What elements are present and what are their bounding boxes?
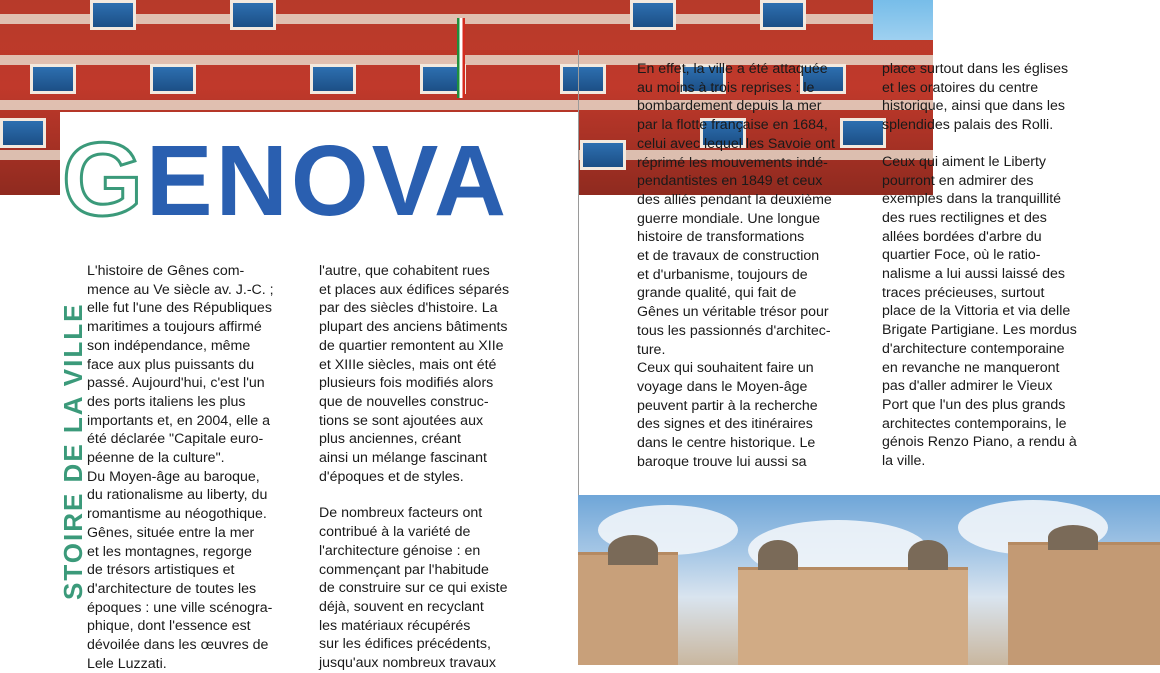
title-rest: ENOVA xyxy=(145,125,510,237)
article-column-3 xyxy=(637,60,867,471)
paragraph: De nombreux facteurs ont contribué à la variété de l'architecture génoise : en commençant par l'habitude de construire sur ce qui existe déjà, souvent en recyclant les matériaux récupérés sur les édifices précédents, jusqu'aux nombreux travaux xyxy=(319,505,508,672)
paragraph: Du Moyen-âge au baroque, du rationalisme au liberty, du romantisme au néogothique. Gênes, située entre la mer et les montagnes, regorge de trésors artistiques et d'architecture de toutes les époques : une ville scénogra- phique, dont l'essence est dévoilée dans les œuvres de Lele Luzzati. xyxy=(87,468,273,672)
column-divider xyxy=(578,50,579,495)
article-column-2 xyxy=(319,262,544,673)
paragraph: En effet, la ville a été attaquée au moins à trois reprises : le bombardement depuis la mer par la flotte française en 1684, celui avec lequel les Savoie ont réprimé les mouvements indé- pendantistes en 1849 et ceux des alliés pendant la deuxième guerre mondiale. Une longue histoire de transformations et de travaux de construction et d'urbanisme, toujours de grande qualité, qui fait de Gênes un véritable trésor pour tous les passionnés d'architec- ture. xyxy=(637,61,835,358)
piazza-buildings-photo xyxy=(578,495,1160,665)
italian-flag xyxy=(457,18,465,98)
article-column-4 xyxy=(882,60,1112,471)
paragraph: Ceux qui souhaitent faire un voyage dans le Moyen-âge peuvent partir à la recherche des signes et des itinéraires dans le centre historique. Le baroque trouve lui aussi sa xyxy=(637,360,818,470)
paragraph: L'histoire de Gênes com- mence au Ve siècle av. J.-C. ; elle fut l'une des Républiques maritimes a toujours affirmé son indépendance, même face aux plus puissants du passé. Aujourd'hui, c'est l'un des ports italiens les plus importants et, en 2004, elle a été déclarée "Capitale euro- péenne de la culture". xyxy=(87,263,274,467)
page-title xyxy=(62,122,510,238)
paragraph: l'autre, que cohabitent rues et places aux édifices séparés par des siècles d'histoire. La plupart des anciens bâtiments de quartier remontent au XIIe et XIIIe siècles, mais ont été plusieurs fois modifiés alors que de nouvelles construc- tions se sont ajoutées aux plus anciennes, créant ainsi un mélange fascinant d'époques et de styles. xyxy=(319,263,510,485)
paragraph: Ceux qui aiment le Liberty pourront en admirer des exemples dans la tranquillité des rues rectilignes et des allées bordées d'arbre du quartier Foce, où le ratio- nalisme a lui aussi laissé des traces précieuses, surtout place de la Vittoria et via delle Brigate Partigiane. Les mordus d'architecture contemporaine en revanche ne manqueront pas d'aller admirer le Vieux Port que l'un des plus grands architectes contemporains, le génois Renzo Piano, a rendu à la ville. xyxy=(882,153,1077,470)
title-initial: G xyxy=(62,122,146,238)
paragraph: place surtout dans les églises et les oratoires du centre historique, ainsi que dans les splendides palais des Rolli. xyxy=(882,61,1069,134)
section-label: STOIRE DE LA VILLE xyxy=(58,302,88,600)
article-column-1 xyxy=(87,262,312,673)
